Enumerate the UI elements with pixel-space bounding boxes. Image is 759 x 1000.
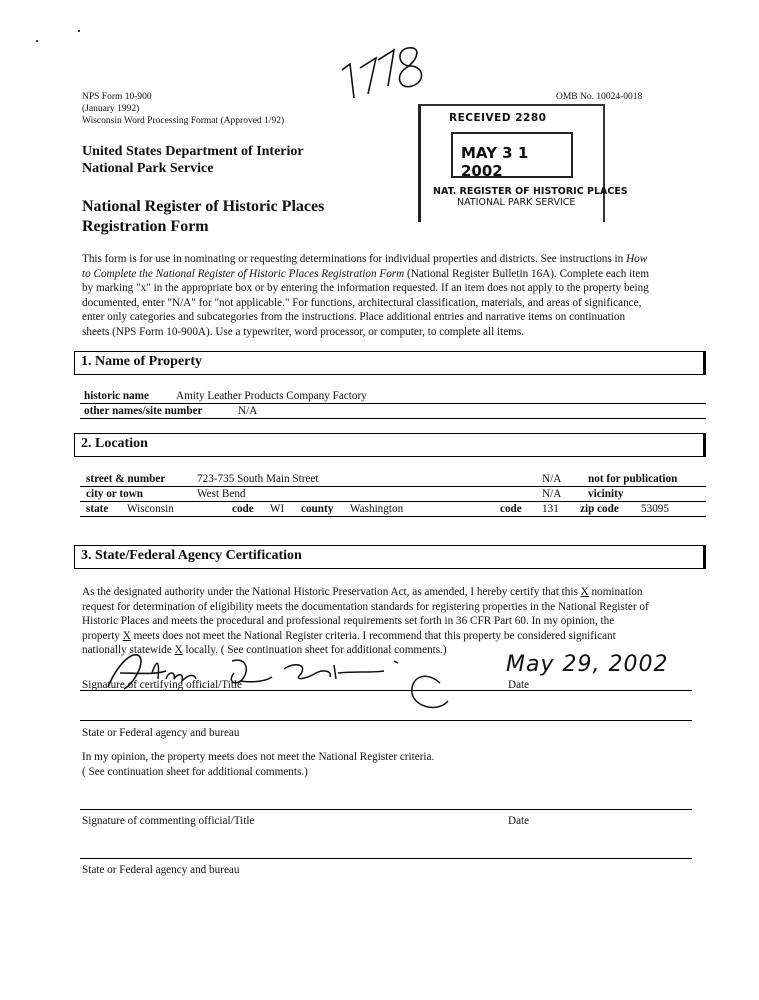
city-field[interactable]: West Bend — [197, 488, 246, 500]
stamp-date: MAY 3 1 2002 — [461, 144, 529, 180]
omb-number: OMB No. 10024-0018 — [556, 92, 643, 102]
street-label: street & number — [86, 473, 166, 485]
vicinity-value[interactable]: N/A — [542, 488, 562, 500]
section-location — [74, 433, 706, 457]
instructions-text: This form is for use in nominating or requesting determinations for individual properties and districts. See instructions in — [82, 253, 627, 265]
opinion-continuation: ( See continuation sheet for additional comments.) — [82, 766, 308, 778]
cert-text: property — [82, 629, 123, 642]
received-stamp — [418, 104, 628, 222]
cert-text: request for determination of eligibility meets the documentation standards for registering properties in the National Register of — [82, 600, 649, 613]
section-certification — [74, 545, 706, 569]
form-subtitle: Registration Form — [82, 218, 209, 235]
section-heading: 2. Location — [81, 436, 148, 451]
county-code-label: code — [500, 503, 522, 515]
other-names-field[interactable]: N/A — [238, 405, 258, 417]
vicinity-label: vicinity — [588, 488, 624, 500]
instructions-text: by marking "x" in the appropriate box or by entering the information requested. If an item does not apply to the property being — [82, 282, 649, 295]
divider — [80, 403, 706, 404]
instructions-ref: How — [626, 253, 648, 265]
stamp-received: RECEIVED 2280 — [449, 112, 547, 124]
signature2-line — [80, 809, 692, 810]
state-field[interactable]: Wisconsin — [127, 503, 174, 515]
instructions-text: documented, enter "N/A" for "not applicable." For functions, architectural classification, materials, and areas of significance, — [82, 296, 642, 309]
cert-text: locally. ( See continuation sheet for additional comments.) — [182, 644, 447, 657]
cert-text: meets does not meet the National Register criteria. I recommend that this property be considered significant — [130, 629, 616, 642]
stamp-line2: NATIONAL PARK SERVICE — [457, 197, 576, 208]
handwritten-date: May 29, 2002 — [506, 652, 669, 677]
stamp-line1: NAT. REGISTER OF HISTORIC PLACES — [433, 186, 628, 197]
cert-text: nomination — [588, 586, 643, 598]
agency2-label: State or Federal agency and bureau — [82, 864, 240, 876]
handwritten-number — [338, 36, 438, 106]
signature2-label: Signature of commenting official/Title — [82, 815, 255, 827]
historic-name-label: historic name — [84, 390, 149, 402]
stamp-date-box — [451, 132, 573, 178]
cert-text: As the designated authority under the National Historic Preservation Act, as amended, I hereby certify that this — [82, 586, 581, 598]
instructions-ref-title: to Complete the National Register of Historic Places Registration Form — [82, 267, 405, 280]
instructions-text: sheets (NPS Form 10-900A). Use a typewriter, word processor, or computer, to complete all items. — [82, 325, 525, 338]
state-label: state — [86, 503, 109, 515]
instructions — [82, 252, 712, 340]
nfp-value[interactable]: N/A — [542, 473, 562, 485]
scan-speck — [78, 30, 80, 32]
nomination-mark[interactable]: X — [580, 586, 589, 598]
county-code-field[interactable]: 131 — [542, 503, 559, 515]
date-label: Date — [508, 679, 530, 691]
nfp-label: not for publication — [588, 473, 678, 485]
section-name-of-property — [74, 351, 706, 375]
service-name: National Park Service — [82, 161, 214, 176]
section-heading: 3. State/Federal Agency Certification — [81, 548, 302, 563]
scan-speck — [36, 40, 38, 42]
form-date: (January 1992) — [82, 104, 140, 114]
section-heading: 1. Name of Property — [81, 354, 203, 369]
county-field[interactable]: Washington — [350, 503, 404, 515]
agency-line — [80, 720, 692, 721]
county-label: county — [301, 503, 334, 515]
state-code-label: code — [232, 503, 254, 515]
divider — [80, 486, 706, 487]
agency-label: State or Federal agency and bureau — [82, 727, 240, 739]
statewide-mark[interactable]: X — [174, 644, 183, 657]
cert-text: nationally statewide — [82, 644, 175, 657]
zip-label: zip code — [580, 503, 619, 515]
divider — [80, 418, 706, 419]
street-field[interactable]: 723-735 South Main Street — [197, 473, 319, 485]
state-code-field[interactable]: WI — [270, 503, 285, 515]
divider — [80, 501, 706, 502]
opinion-text: In my opinion, the property meets does not meet the National Register criteria. — [82, 751, 435, 763]
format-note: Wisconsin Word Processing Format (Approved 1/92) — [82, 116, 285, 126]
form-number: NPS Form 10-900 — [82, 92, 152, 102]
divider — [80, 516, 706, 517]
date2-label: Date — [508, 815, 530, 827]
historic-name-field[interactable]: Amity Leather Products Company Factory — [176, 390, 367, 402]
cert-text: Historic Places and meets the procedural and professional requirements set forth in 36 CFR Part 60. In my opinion, the — [82, 615, 615, 628]
meets-mark[interactable]: X — [122, 629, 131, 642]
signature-label: Signature of certifying official/Title — [82, 679, 243, 691]
zip-field[interactable]: 53095 — [641, 503, 669, 515]
agency2-line — [80, 858, 692, 859]
city-label: city or town — [86, 488, 143, 500]
form-title: National Register of Historic Places — [82, 198, 325, 215]
other-names-label: other names/site number — [84, 405, 203, 417]
instructions-text: (National Register Bulletin 16A). Complete each item — [404, 267, 650, 280]
instructions-text: enter only categories and subcategories from the instructions. Place additional entries and narrative items on continuation — [82, 311, 626, 324]
department-name: United States Department of Interior — [82, 144, 304, 159]
